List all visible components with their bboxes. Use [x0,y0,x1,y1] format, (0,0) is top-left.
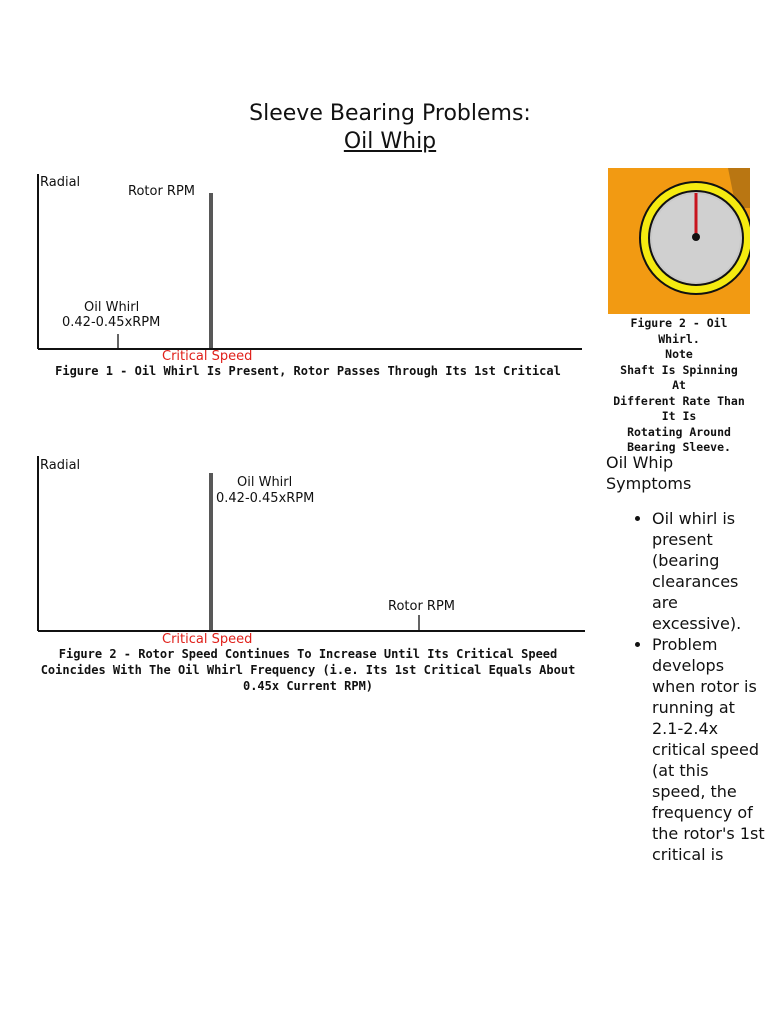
symptom-item: • Problem develops when rotor is running at 2.1-2.4x critical speed (at this speed, the frequency of the rotor's 1st critical is [652,634,766,865]
shaft-center-dot [692,233,700,241]
side-caption-line: Note [665,347,693,361]
side-caption-line: It Is [661,409,697,423]
fig1-critical-label: Critical Speed [162,349,253,364]
symptoms-heading-1: Oil Whip [606,453,674,472]
fig1-whirl-label-1: Oil Whirl [84,300,140,315]
fig1-whirl-label-2: 0.42-0.45xRPM [62,315,161,330]
fig1-y-label: Radial [40,175,81,190]
figure-1-caption: Figure 1 - Oil Whirl Is Present, Rotor Passes Through Its 1st Critical [55,364,561,378]
bearing-illustration [608,168,750,314]
oil-whirl-image [608,168,750,314]
figure-2-caption: Figure 2 - Rotor Speed Continues To Increase Until Its Critical Speed Coincides With The Oil Whirl Frequency (i.e. Its 1st Critical Equals About 0.45x Current RPM) [40,647,576,693]
title-line-1: Sleeve Bearing Problems: [249,101,531,126]
side-caption-line: At [672,378,686,392]
fig2-rotor-label: Rotor RPM [388,599,456,614]
side-caption-line: Bearing Sleeve. [627,440,731,454]
side-caption-line: Shaft Is Spinning [620,362,738,377]
symptoms-section [606,452,766,865]
fig2-whirl-label-1: Oil Whirl [237,475,293,490]
side-caption-line: Figure 2 - Oil Whirl. [630,316,728,346]
fig2-whirl-label-2: 0.42-0.45xRPM [216,491,315,506]
fig1-peak-label: Rotor RPM [128,184,196,199]
side-caption-line: Rotating Around [627,424,731,439]
symptom-item: • Oil whirl is present (bearing clearances are excessive). [652,508,766,634]
symptoms-list [606,508,766,865]
title-line-2: Oil Whip [343,129,437,154]
fig2-y-label: Radial [40,458,81,473]
side-figure-caption [608,316,750,456]
side-caption-line: Different Rate Than [613,393,745,408]
fig2-critical-label: Critical Speed [162,632,253,647]
symptoms-heading-2: Symptoms [606,474,692,493]
